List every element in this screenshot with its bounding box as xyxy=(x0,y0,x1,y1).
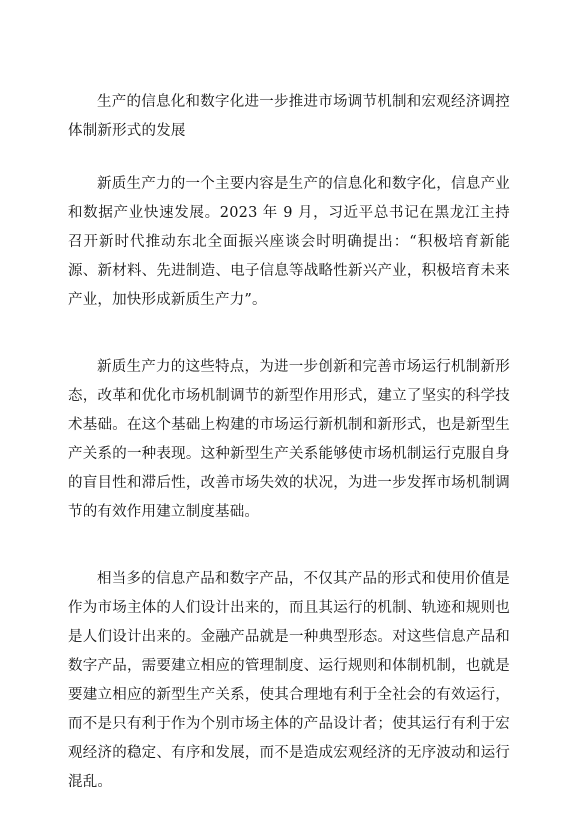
document-body xyxy=(68,88,510,797)
paragraph-3: 相当多的信息产品和数字产品，不仅其产品的形式和使用价值是作为市场主体的人们设计出来的，而且其运行的机制、轨迹和规则也是人们设计出来的。金融产品就是一种典型形态。对这些信息产品和数字产品，需要建立相应的管理制度、运行规则和体制机制，也就是要建立相应的新型生产关系，使其合理地有利于全社会的有效运行，而不是只有利于作为个别市场主体的产品设计者；使其运行有利于宏观经济的稳定、有序和发展，而不是造成宏观经济的无序波动和运行混乱。 xyxy=(68,571,510,790)
paragraph-1: 新质生产力的一个主要内容是生产的信息化和数字化，信息产业和数据产业快速发展。2023 年 9 月，习近平总书记在黑龙江主持召开新时代推动东北全面振兴座谈会时明确提出：“积极培育新能源、新材料、先进制造、电子信息等战略性新兴产业，积极培育未来产业，加快形成新质生产力”。 xyxy=(68,176,510,308)
paragraph-2: 新质生产力的这些特点，为进一步创新和完善市场运行机制新形态，改革和优化市场机制调节的新型作用形式，建立了坚实的科学技术基础。在这个基础上构建的市场运行新机制和新形式，也是新型生产关系的一种表现。这种新型生产关系能够使市场机制运行克服自身的盲目性和滞后性，改善市场失效的状况，为进一步发挥市场机制调节的有效作用建立制度基础。 xyxy=(68,359,510,520)
section-heading: 生产的信息化和数字化进一步推进市场调节机制和宏观经济调控体制新形式的发展 xyxy=(68,94,510,139)
